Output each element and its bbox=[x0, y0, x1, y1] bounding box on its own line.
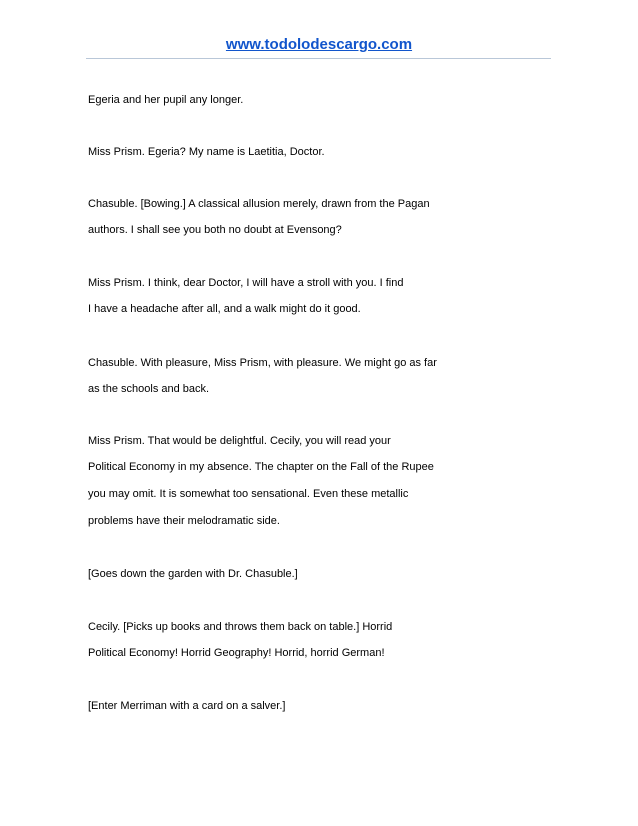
text-line: Chasuble. With pleasure, Miss Prism, with pleasure. We might go as far bbox=[88, 357, 437, 369]
text-line: you may omit. It is somewhat too sensational. Even these metallic bbox=[88, 488, 409, 500]
text-line: Political Economy in my absence. The chapter on the Fall of the Rupee bbox=[88, 461, 434, 473]
header-website-link[interactable]: www.todolodescargo.com bbox=[225, 36, 413, 53]
text-line: I have a headache after all, and a walk might do it good. bbox=[88, 303, 361, 315]
text-line: authors. I shall see you both no doubt at Evensong? bbox=[88, 224, 342, 236]
text-line: [Enter Merriman with a card on a salver.] bbox=[88, 700, 286, 712]
text-line: Political Economy! Horrid Geography! Horrid, horrid German! bbox=[88, 647, 385, 659]
text-line: [Goes down the garden with Dr. Chasuble.] bbox=[88, 568, 298, 580]
text-line: problems have their melodramatic side. bbox=[88, 515, 280, 527]
header-divider bbox=[86, 58, 551, 59]
text-line: Miss Prism. Egeria? My name is Laetitia, Doctor. bbox=[88, 146, 325, 158]
text-line: Chasuble. [Bowing.] A classical allusion merely, drawn from the Pagan bbox=[88, 198, 430, 210]
text-line: Miss Prism. I think, dear Doctor, I will have a stroll with you. I find bbox=[88, 277, 404, 289]
text-line: Egeria and her pupil any longer. bbox=[88, 94, 244, 106]
text-line: Miss Prism. That would be delightful. Cecily, you will read your bbox=[88, 435, 391, 447]
text-line: as the schools and back. bbox=[88, 383, 210, 395]
text-line: Cecily. [Picks up books and throws them back on table.] Horrid bbox=[88, 621, 393, 633]
